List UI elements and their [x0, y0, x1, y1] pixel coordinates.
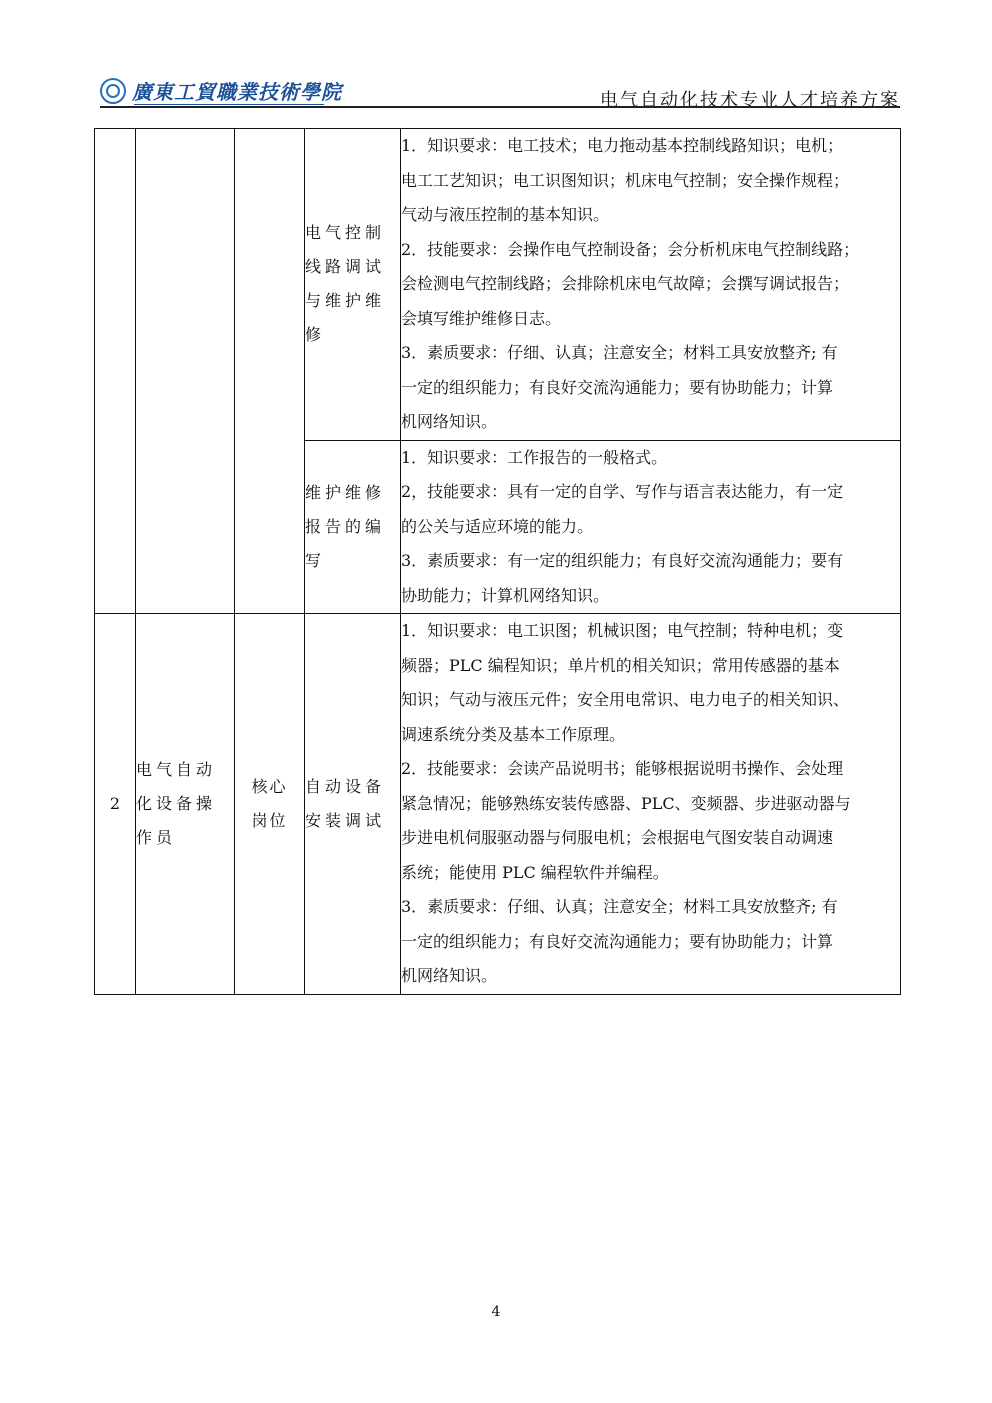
requirement-line: 2．技能要求：会读产品说明书；能够根据说明书操作、会处理 — [401, 759, 844, 778]
task-name — [305, 476, 400, 578]
requirement-line: 一定的组织能力；有良好交流沟通能力；要有协助能力；计算 — [401, 377, 834, 397]
task-name-line: 线路调试 — [305, 257, 386, 277]
page-number: 4 — [491, 1304, 501, 1320]
logo-underline — [134, 104, 324, 105]
task-name-cell — [305, 440, 401, 614]
task-name-line: 自动设备 — [305, 776, 386, 796]
requirement-line: 3．素质要求：仔细、认真；注意安全；材料工具安放整齐; 有 — [401, 897, 838, 916]
row-number-cell — [95, 129, 136, 614]
post-name-line: 电气自动 — [136, 759, 217, 779]
requirement-line: 2．技能要求：会操作电气控制设备；会分析机床电气控制线路； — [401, 239, 860, 259]
post-level-line: 岗位 — [251, 810, 288, 830]
requirement-line: 2，技能要求：具有一定的自学、写作与语言表达能力，有一定 — [401, 482, 844, 501]
task-name-line: 电气控制 — [305, 223, 386, 243]
requirement-line: 一定的组织能力；有良好交流沟通能力；要有协助能力；计算 — [401, 931, 834, 951]
requirement-line: 机网络知识。 — [401, 412, 498, 431]
requirement-line: 会填写维护维修日志。 — [401, 308, 562, 328]
post-level-cell — [235, 129, 305, 614]
task-name — [305, 216, 400, 352]
header-rule — [100, 106, 900, 108]
table-row — [95, 614, 901, 995]
post-level-cell — [235, 614, 305, 995]
requirement-line: 1．知识要求：电工技术；电力拖动基本控制线路知识；电机； — [401, 136, 844, 155]
requirements-cell — [401, 129, 901, 441]
task-name-cell — [305, 614, 401, 995]
school-name: 廣東工貿職業技術學院 — [132, 80, 342, 104]
requirement-line: 的公关与适应环境的能力。 — [401, 516, 594, 536]
post-name-line: 化设备操 — [136, 793, 217, 813]
task-name-line: 安装调试 — [305, 810, 386, 830]
school-emblem-icon — [100, 78, 126, 104]
requirement-line: 紧急情况；能够熟练安装传感器、PLC、变频器、步进驱动器与 — [401, 793, 851, 813]
page-header — [100, 72, 900, 110]
requirement-line: 协助能力；计算机网络知识。 — [401, 585, 610, 605]
requirement-line: 系统；能使用 PLC 编程软件并编程。 — [401, 862, 669, 882]
requirement-line: 1．知识要求：电工识图；机械识图；电气控制；特种电机；变 — [401, 621, 844, 640]
requirement-line: 1．知识要求：工作报告的一般格式。 — [401, 447, 668, 467]
requirements-cell — [401, 440, 901, 614]
table-row — [95, 129, 901, 441]
job-task-table — [94, 128, 901, 995]
post-level — [235, 770, 304, 838]
task-name-line: 修 — [305, 325, 326, 345]
school-logo — [100, 76, 342, 105]
requirement-line: 3．素质要求：仔细、认真；注意安全；材料工具安放整齐; 有 — [401, 343, 838, 362]
post-name-cell — [136, 129, 235, 614]
document-title: 电气自动化技术专业人才培养方案 — [600, 90, 900, 111]
task-name — [305, 770, 400, 838]
task-name-line: 报告的编 — [305, 516, 386, 536]
requirement-line: 会检测电气控制线路；会排除机床电气故障；会撰写调试报告； — [401, 274, 850, 293]
requirement-line: 3．素质要求：有一定的组织能力；有良好交流沟通能力；要有 — [401, 551, 844, 570]
task-name-line: 维护维修 — [305, 482, 386, 502]
requirement-line: 电工工艺知识；电工识图知识；机床电气控制；安全操作规程； — [401, 170, 850, 190]
requirements-cell — [401, 614, 901, 995]
task-name-cell — [305, 129, 401, 441]
requirement-line: 机网络知识。 — [401, 966, 498, 985]
task-name-line: 与维护维 — [305, 291, 386, 311]
post-level-line: 核心 — [251, 776, 288, 796]
post-name-line: 作员 — [136, 827, 177, 847]
post-name — [136, 753, 234, 855]
requirement-line: 知识；气动与液压元件；安全用电常识、电力电子的相关知识、 — [401, 690, 850, 709]
task-name-line: 写 — [305, 550, 326, 570]
row-number-cell: 2 — [95, 614, 136, 995]
requirement-line: 气动与液压控制的基本知识。 — [401, 205, 610, 224]
requirement-line: 频器；PLC 编程知识；单片机的相关知识；常用传感器的基本 — [401, 655, 840, 675]
requirement-line: 调速系统分类及基本工作原理。 — [401, 724, 626, 744]
requirement-line: 步进电机伺服驱动器与伺服电机；会根据电气图安装自动调速 — [401, 828, 834, 847]
post-name-cell — [136, 614, 235, 995]
